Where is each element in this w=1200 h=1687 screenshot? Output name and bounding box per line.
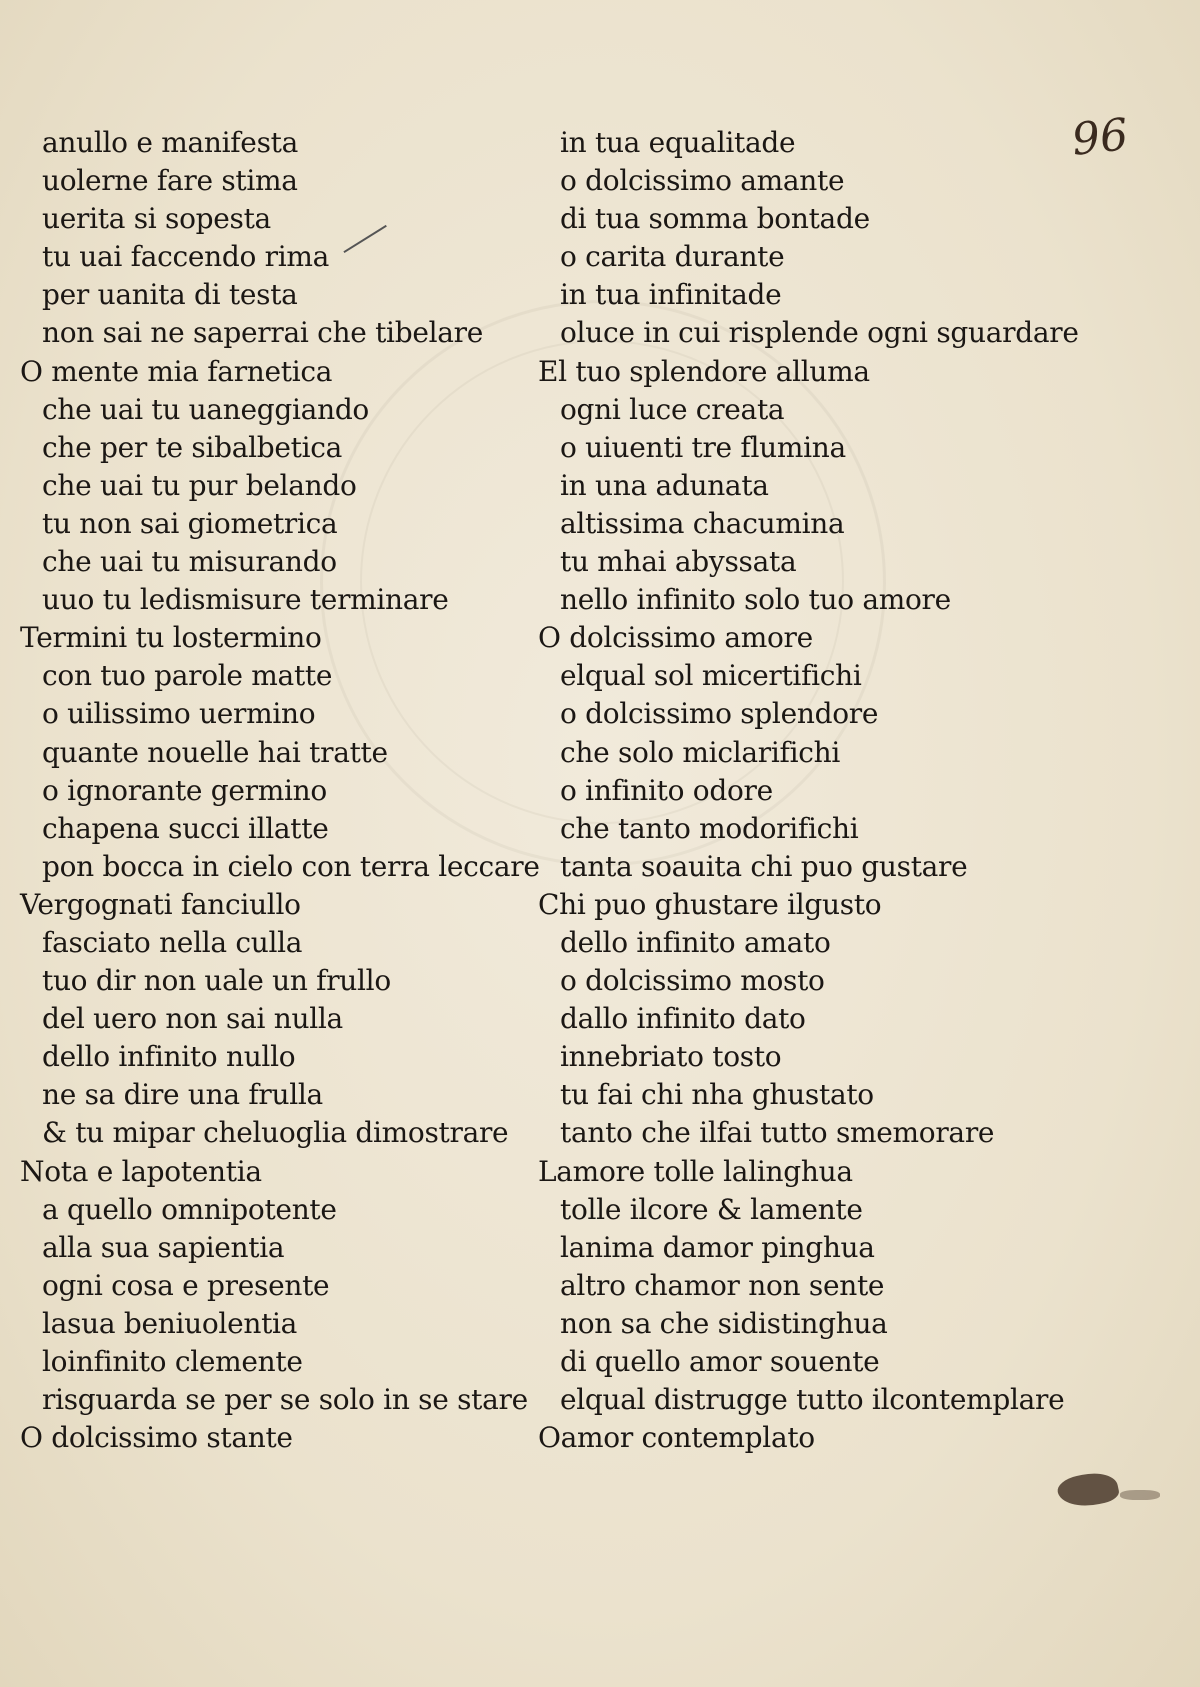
right-text-column <box>528 124 1079 1457</box>
verse-line: elqual distrugge tutto ilcontemplare <box>560 1383 1065 1417</box>
verse-line: quante nouelle hai tratte <box>42 735 388 769</box>
verse-line: o dolcissimo mosto <box>560 964 825 998</box>
verse-line: tanto che ilfai tutto smemorare <box>560 1116 995 1150</box>
verse-line: uolerne fare stima <box>42 164 298 198</box>
verse-line: tuo dir non uale un frullo <box>42 964 391 998</box>
verse-line: a quello omnipotente <box>42 1192 337 1226</box>
verse-line: oluce in cui risplende ogni sguardare <box>560 316 1079 350</box>
verse-line: lanima damor pinghua <box>560 1230 875 1264</box>
verse-line: o ignorante germino <box>42 773 327 807</box>
verse-line: o dolcissimo amante <box>560 164 845 198</box>
verse-line: elqual sol micertifichi <box>560 659 862 693</box>
verse-line: o uilissimo uermino <box>42 697 316 731</box>
verse-line: O mente mia farnetica <box>20 354 333 388</box>
verse-line: con tuo parole matte <box>42 659 333 693</box>
verse-line: & tu mipar cheluoglia dimostrare <box>42 1116 509 1150</box>
verse-line: altro chamor non sente <box>560 1268 885 1302</box>
verse-line: anullo e manifesta <box>42 126 298 159</box>
verse-line: tolle ilcore & lamente <box>560 1192 863 1226</box>
verse-line: alla sua sapientia <box>42 1230 285 1264</box>
verse-line: non sa che sidistinghua <box>560 1306 888 1340</box>
verse-line: dello infinito nullo <box>42 1040 296 1074</box>
verse-line: o infinito odore <box>560 773 773 807</box>
verse-line: uerita si sopesta <box>42 202 271 236</box>
verse-line: Lamore tolle lalinghua <box>538 1154 853 1188</box>
verse-line: El tuo splendore alluma <box>538 354 870 388</box>
verse-line: altissima chacumina <box>560 506 845 540</box>
verse-line: non sai ne saperrai che tibelare <box>42 316 484 350</box>
verse-line: Chi puo ghustare ilgusto <box>538 887 882 921</box>
verse-line: o uiuenti tre flumina <box>560 430 846 464</box>
verse-line: Oamor contemplato <box>538 1421 815 1455</box>
verse-line: per uanita di testa <box>42 278 298 312</box>
verse-line: loinfinito clemente <box>42 1345 303 1378</box>
verse-line: che per te sibalbetica <box>42 430 343 464</box>
ink-stain-trace <box>1120 1490 1160 1500</box>
verse-line: di quello amor souente <box>560 1345 880 1378</box>
verse-line: o dolcissimo splendore <box>560 697 879 731</box>
verse-line: pon bocca in cielo con terra leccare <box>42 849 540 883</box>
verse-line: tu non sai giometrica <box>42 506 338 540</box>
verse-line: fasciato nella culla <box>42 925 303 959</box>
verse-line: nello infinito solo tuo amore <box>560 583 951 617</box>
verse-line: ogni luce creata <box>560 392 785 426</box>
verse-line: che uai tu misurando <box>42 545 337 579</box>
verse-line: in una adunata <box>560 468 769 502</box>
verse-line: chapena succi illatte <box>42 811 329 845</box>
verse-line: che uai tu uaneggiando <box>42 392 369 426</box>
ink-stain <box>1055 1468 1120 1512</box>
verse-line: che uai tu pur belando <box>42 468 357 502</box>
verse-line: uuo tu ledismisure terminare <box>42 583 449 617</box>
verse-line: Nota e lapotentia <box>20 1154 262 1188</box>
verse-line: che tanto modorifichi <box>560 811 859 845</box>
verse-line: del uero non sai nulla <box>42 1002 343 1036</box>
verse-line: O dolcissimo stante <box>20 1421 293 1455</box>
verse-line: innebriato tosto <box>560 1040 782 1074</box>
verse-line: tanta soauita chi puo gustare <box>560 849 968 883</box>
folio-number: 96 <box>1069 109 1131 166</box>
verse-line: o carita durante <box>560 240 785 274</box>
verse-line: tu fai chi nha ghustato <box>560 1078 874 1112</box>
verse-line: di tua somma bontade <box>560 202 870 236</box>
verse-line: tu uai faccendo rima <box>42 240 330 274</box>
verse-line: ogni cosa e presente <box>42 1268 330 1302</box>
verse-line: in tua equalitade <box>560 126 796 159</box>
verse-line: tu mhai abyssata <box>560 545 797 579</box>
verse-line: risguarda se per se solo in se stare <box>42 1383 528 1417</box>
verse-line: Termini tu lostermino <box>20 621 322 655</box>
verse-line: in tua infinitade <box>560 278 782 312</box>
verse-line: ne sa dire una frulla <box>42 1078 323 1112</box>
verse-line: dallo infinito dato <box>560 1002 806 1036</box>
verse-line: lasua beniuolentia <box>42 1306 298 1340</box>
verse-line: dello infinito amato <box>560 925 831 959</box>
verse-line: Vergognati fanciullo <box>20 887 301 921</box>
verse-line: che solo miclarifichi <box>560 735 840 769</box>
verse-line: O dolcissimo amore <box>538 621 813 655</box>
left-text-column <box>10 124 540 1457</box>
